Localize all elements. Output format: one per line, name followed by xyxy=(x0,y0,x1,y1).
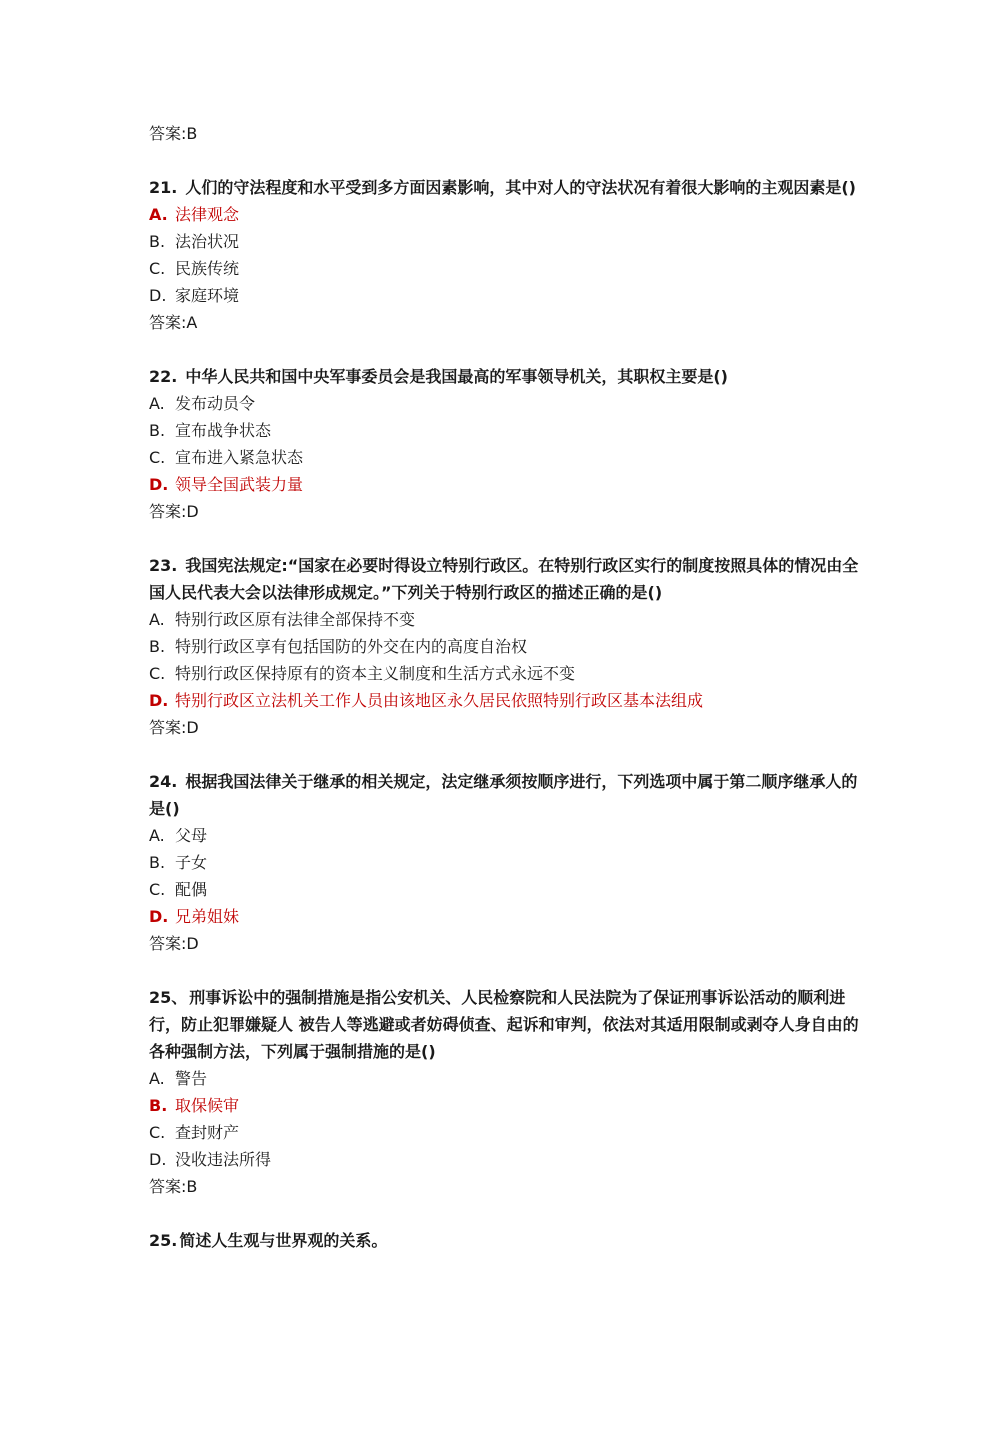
option-letter: D. xyxy=(149,475,169,494)
answer-line: 答案:D xyxy=(149,502,199,521)
option-letter: C. xyxy=(149,448,166,467)
option-letter: D. xyxy=(149,286,167,305)
option xyxy=(149,849,869,876)
option-text: 子女 xyxy=(175,853,208,872)
question-number: 21. xyxy=(149,178,178,197)
option xyxy=(149,660,869,687)
question-block xyxy=(149,984,869,1200)
option-letter: B. xyxy=(149,421,166,440)
question-block xyxy=(149,552,869,741)
option-text: 发布动员令 xyxy=(175,394,256,413)
question-text: 我国宪法规定:“国家在必要时得设立特别行政区。在特别行政区实行的制度按照具体的情况由全国人民代表大会以法律形成规定。”下列关于特别行政区的描述正确的是() xyxy=(149,556,859,602)
option-correct xyxy=(149,1092,869,1119)
option-text: 民族传统 xyxy=(175,259,240,278)
answer-line: 答案:B xyxy=(149,124,198,143)
option xyxy=(149,633,869,660)
question-text: 刑事诉讼中的强制措施是指公安机关、人民检察院和人民法院为了保证刑事诉讼活动的顺利进行，防止犯罪嫌疑人 被告人等逃避或者妨碍侦查、起诉和审判，依法对其适用限制或剥夺人身自由的各种强制方法，下列属于强制措施的是() xyxy=(149,988,859,1061)
option xyxy=(149,606,869,633)
option-text: 特别行政区享有包括国防的外交在内的高度自治权 xyxy=(175,637,528,656)
option-letter: A. xyxy=(149,610,165,629)
option-letter: A. xyxy=(149,826,165,845)
question-number: 25、 xyxy=(149,988,188,1007)
answer-line: 答案:D xyxy=(149,718,199,737)
option xyxy=(149,282,869,309)
option-letter: B. xyxy=(149,637,166,656)
option-text: 家庭环境 xyxy=(175,286,240,305)
option-text: 特别行政区原有法律全部保持不变 xyxy=(175,610,416,629)
option xyxy=(149,1065,869,1092)
option-text: 领导全国武装力量 xyxy=(175,475,304,494)
option xyxy=(149,444,869,471)
option-text: 查封财产 xyxy=(175,1123,240,1142)
option-letter: D. xyxy=(149,691,169,710)
option xyxy=(149,1146,869,1173)
option xyxy=(149,417,869,444)
option-text: 没收违法所得 xyxy=(175,1150,272,1169)
option-text: 取保候审 xyxy=(175,1096,240,1115)
option-text: 法律观念 xyxy=(175,205,240,224)
question-text: 人们的守法程度和水平受到多方面因素影响，其中对人的守法状况有着很大影响的主观因素是() xyxy=(185,178,856,197)
question-stem xyxy=(149,552,869,606)
option-letter: C. xyxy=(149,664,166,683)
option-correct xyxy=(149,687,869,714)
question-text: 中华人民共和国中央军事委员会是我国最高的军事领导机关，其职权主要是() xyxy=(185,367,728,386)
option-text: 宣布战争状态 xyxy=(175,421,272,440)
document-content xyxy=(149,120,869,1254)
option-correct xyxy=(149,201,869,228)
option-correct xyxy=(149,903,869,930)
question-block xyxy=(149,363,869,525)
answer-line: 答案:D xyxy=(149,934,199,953)
option-text: 特别行政区立法机关工作人员由该地区永久居民依照特别行政区基本法组成 xyxy=(175,691,704,710)
option xyxy=(149,1119,869,1146)
answer-line: 答案:A xyxy=(149,313,198,332)
question-stem xyxy=(149,768,869,822)
option-text: 法治状况 xyxy=(175,232,240,251)
question-number: 22. xyxy=(149,367,178,386)
option-letter: A. xyxy=(149,1069,165,1088)
option xyxy=(149,876,869,903)
question-number: 25. xyxy=(149,1231,178,1250)
option-correct xyxy=(149,471,869,498)
option-letter: B. xyxy=(149,232,166,251)
answer-line: 答案:B xyxy=(149,1177,198,1196)
question-stem xyxy=(149,984,869,1065)
question-number: 23. xyxy=(149,556,178,575)
short-answer-question xyxy=(149,1227,869,1254)
option-letter: C. xyxy=(149,259,166,278)
question-stem xyxy=(149,174,869,201)
option xyxy=(149,390,869,417)
option xyxy=(149,228,869,255)
option-text: 配偶 xyxy=(175,880,208,899)
option xyxy=(149,822,869,849)
option-letter: C. xyxy=(149,1123,166,1142)
option-text: 兄弟姐妹 xyxy=(175,907,240,926)
question-text: 根据我国法律关于继承的相关规定，法定继承须按顺序进行，下列选项中属于第二顺序继承人的是() xyxy=(149,772,858,818)
option-text: 警告 xyxy=(175,1069,208,1088)
option-text: 特别行政区保持原有的资本主义制度和生活方式永远不变 xyxy=(175,664,576,683)
option-letter: B. xyxy=(149,1096,168,1115)
option-letter: B. xyxy=(149,853,166,872)
option-letter: A. xyxy=(149,205,168,224)
question-block xyxy=(149,174,869,336)
option xyxy=(149,255,869,282)
option-text: 父母 xyxy=(175,826,208,845)
question-stem xyxy=(149,363,869,390)
option-text: 宣布进入紧急状态 xyxy=(175,448,304,467)
option-letter: C. xyxy=(149,880,166,899)
question-text: 简述人生观与世界观的关系。 xyxy=(179,1231,388,1250)
option-letter: A. xyxy=(149,394,165,413)
option-letter: D. xyxy=(149,1150,167,1169)
question-number: 24. xyxy=(149,772,178,791)
option-letter: D. xyxy=(149,907,169,926)
question-block xyxy=(149,768,869,957)
